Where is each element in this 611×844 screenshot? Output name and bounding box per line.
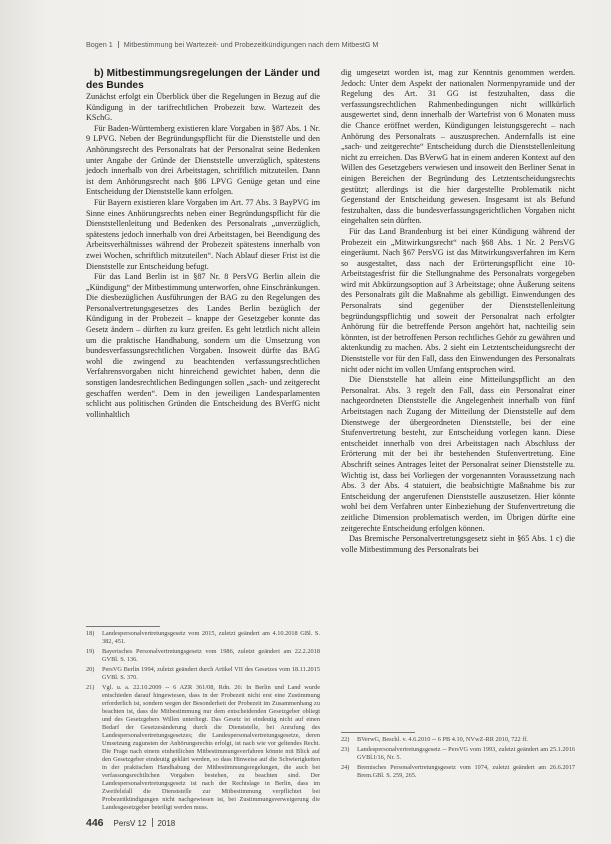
footnote-number: 18) [86, 630, 95, 637]
paragraph: Das Bremische Personalvertretungsgesetz sieht in §65 Abs. 1 c) die volle Mitbestimmung des Personalrats bei [341, 534, 575, 554]
paragraph: Für Bayern existieren klare Vorgaben im Art. 77 Abs. 3 BayPVG im Sinne eines Anhörungsrechts neben einer Begründungspflicht für die Dienststellenleitung und Bedenken des Personalrats „unverzüglich, spätestens jedoch innerhalb von drei Arbeitstagen, bei Beendigung des Arbeitsverhältnisses während der Probezeit spätestens innerhalb von zwei Wochen, schriftlich mitzuteilen“. Nach Ablauf dieser Frist ist die Dienststelle zur Entscheidung befugt. [86, 197, 320, 271]
footnote-text: Vgl. u. a. 22.10.2009 -- 6 AZR 361/08, Rdn. 26: In Berlin und Land wurde entschieden darauf hingewiesen, dass in der Probezeit nicht erst eine Zustimmung erforderlich ist, sondern wegen der Besonderheit der Probezeit im Zusammenhang zu beachten ist, dass die Mitbestimmung nur dem entscheidenden Gesetzgeber obliegt und des Gesetzgebers Willen unterliegt. Das Gesetz ist eindeutig nicht auf einen Bedarf der Gesetzesänderung durch die Dienststelle, bei Anrufung des Landespersonalvertretungsgesetzes; die Landespersonalvertretungsgesetze, deren Umsetzung zugunsten der Anhörungsrechts erfolgt, ist nach wie vor geltendes Recht. Die Frage nach einem einheitlichen Mitbestimmungsverfahren könnte mit Blick auf den Gesetzgeber eindeutig geklärt werden, so dass Hinweise auf die Schwierigkeiten in der praktischen Handhabung der Mitbestimmungsregelungen, die auch bei verfassungsrechtlichen Vorgaben bestehen, zu beachten sind. Der Landespersonalvertretungsgesetz ist nach der Rechtslage in Berlin, dass im Zweifelsfall die Dienststelle zur Mitbestimmung verpflichtet bei Probezeitkündigungen nicht nachgewiesen ist, bei Zustimmungsverweigerung die Landesgesetzgeber beteiligt werden muss. [102, 684, 320, 811]
paragraph: dig umgesetzt worden ist, mag zur Kenntnis genommen werden. Jedoch: Unter dem Aspekt der nationalen Normenpyramide und der Regelung des Art. 31 GG ist festzuhalten, dass die verfassungsrechtlichen Rahmenbedingungen nicht willkürlich ausgewertet sind, denn innerhalb der Wartefrist von 6 Monaten muss die Chance eröffnet werden, Kündigungen leistungsgerecht – nach Anhörung des Personalrats – auszusprechen. Andernfalls ist eine „sach- und zeitgerechte“ Entscheidung durch die Dienststellenleitung nicht zu erreichen. Das BVerwG hat in einem anderen Kontext auf den Willen des Gesetzgebers verwiesen und insoweit den Berliner Senat in einigen Bereichen der Begründung des Letztentscheidungsrechts gestützt; allerdings ist die hier dargestellte Problematik nicht Gegenstand der Entscheidung gewesen. Insgesamt ist als Befund festzuhalten, dass die bundesverfassungsgerichtlichen Vorgaben nicht eingehalten sein dürften. [341, 68, 575, 226]
footnotes-right [341, 736, 575, 782]
paragraph: Für das Land Brandenburg ist bei einer Kündigung während der Probezeit ein „Mitwirkungsrecht“ nach §68 Abs. 1 Nr. 2 PersVG eingeräumt. Nach §67 PersVG ist das Mitwirkungsverfahren im Kern so ausgestaltet, dass nach der Erörterungspflicht eine 10-Arbeitstagesfrist für die Stellungnahme des Personalrats vorgegeben wird mit Abkürzungsoption auf 3 Arbeitstage; ohne Äußerung seitens des Personalrats gilt die Maßnahme als gebilligt. Einwendungen des Personalrats sind gegenüber der Dienststellenleitung begründungspflichtig und soweit der Personalrat nach erfolgter Anhörung für die betreffende Person angehört hat, nachteilig sein könnten, ist der betroffenen Person rechtliches Gehör zu gewähren und aktenkundig zu machen. Abs. 2 sieht ein Letztentscheidungsrecht der Dienststelle vor für den Fall, dass den Einwendungen des Personalrats nicht oder nicht im vollen Umfang entsprochen wird. [341, 226, 575, 374]
right-column [341, 68, 575, 555]
footer-separator [152, 818, 153, 827]
footnote [86, 684, 320, 812]
footnotes-left [86, 630, 320, 814]
journal-year: 2018 [157, 819, 176, 828]
footnote [341, 764, 575, 780]
footnote-number: 20) [86, 666, 95, 673]
footnote-text: Landespersonalvertretungsgesetz vom 2015, zuletzt geändert am 4.10.2018 GBl. S. 382, 451. [102, 630, 320, 645]
running-head-separator [118, 41, 119, 48]
footnote-number: 19) [86, 648, 95, 655]
footnote-text: BVerwG, Beschl. v. 4.6.2010 -- 6 PB 4.10, NVwZ-RR 2010, 722 ff. [357, 736, 528, 743]
footnote-text: PersVG Berlin 1994, zuletzt geändert durch Artikel VII des Gesetzes vom 18.11.2015 GVBl. S. 370. [102, 666, 320, 681]
paragraph: Zunächst erfolgt ein Überblick über die Regelungen in Bezug auf die Kündigung in der tarifrechtlichen Probezeit bzw. Wartezeit des KSchG. [86, 92, 320, 123]
footnote [86, 648, 320, 664]
footnote-text: Bayerisches Personalvertretungsgesetz vom 1986, zuletzt geändert am 22.2.2018 GVBl. S. 136. [102, 648, 320, 663]
footnote-number: 24) [341, 764, 350, 771]
paragraph: Die Dienststelle hat allein eine Mitteilungspflicht an den Personalrat. Abs. 3 regelt den Fall, dass ein Personalrat einer nachgeordneten Dienststelle die Angelegenheit innerhalb von fünf Arbeitstagen nach Zugang der Mitteilung der Dienststelle auf dem Dienstwege der übergeordneten Dienststelle, bei der eine Stufenvertretung besteht, zur Entscheidung vorlegen kann. Diese entscheidet innerhalb von drei Arbeitstagen nach Abschluss der Erörterung mit der bei ihr bestehenden Stufenvertretung. Eine Abschrift seines Antrages leitet der Personalrat seiner Dienststelle zu. Wichtig ist, dass bei Vorliegen der vorgenannten Voraussetzung nach Abs. 3 der Abs. 4 statuiert, die beabsichtigte Maßnahme bis zur Entscheidung der angerufenen Dienststelle auszusetzen. Hier könnte wohl bei dem Verfahren unter Einbeziehung der Stufenvertretung die zeitliche Dimension problematisch werden, im Übrigen dürfte eine zeitgerechte Entscheidung erfolgen können. [341, 375, 575, 533]
footnote-number: 23) [341, 746, 350, 753]
running-head-title: Mitbestimmung bei Wartezeit- und Probezeitkündigungen nach dem MitbestG M [123, 40, 379, 49]
footnote-text: Landespersonalvertretungsgesetz -- PersVG vom 1993, zuletzt geändert am 25.1.2016 GVBl.I/16, Nr. 5. [357, 746, 575, 761]
page-number: 446 [86, 817, 104, 829]
footnote-number: 22) [341, 736, 350, 743]
left-column [86, 68, 320, 420]
footnote-rule [341, 732, 415, 733]
section-heading: b) Mitbestimmungsregelungen der Länder und des Bundes [86, 68, 320, 91]
footnote [86, 666, 320, 682]
footnote [341, 746, 575, 762]
footnote-number: 21) [86, 684, 95, 691]
footnote [86, 630, 320, 646]
running-head [86, 40, 576, 49]
journal-name: PersV 12 [113, 819, 147, 828]
footnote-text: Bremisches Personalvertretungsgesetz vom 1974, zuletzt geändert am 26.6.2017 Brem.GBl. S. 259, 265. [357, 764, 575, 779]
footnote [341, 736, 575, 744]
paragraph: Für Baden-Württemberg existieren klare Vorgaben in §87 Abs. 1 Nr. 9 LPVG. Neben der Begründungspflicht für die Dienststelle und den Anhörungsrecht des Personalrats hat der Personalrat seine Bedenken unter Angabe der Gründe der Dienststelle unverzüglich, spätestens jedoch innerhalb von drei Arbeitstagen, schriftlich mitzuteilen. Dann ist dem Anhörungsrecht nach §86 LPVG Genüge getan und eine Entscheidung der Dienststelle kann erfolgen. [86, 123, 320, 197]
running-head-label: Bogen 1 [86, 40, 113, 49]
page-footer [86, 817, 175, 829]
footnote-rule [86, 626, 160, 627]
paragraph: Für das Land Berlin ist in §87 Nr. 8 PersVG Berlin allein die „Kündigung“ der Mitbestimmung unterworfen, ohne Einschränkungen. Die diesbezüglichen Ausführungen der BAG zu den Regelungen des Personalvertretungsgesetzes des Landes Berlin bezüglich der Kündigung in der Probezeit – knappe der Gesetzgeber konnte das Gesetz ändern – dürften zu kurz greifen. Es geht letztlich nicht allein um die praktische Handhabung, sondern um die Umsetzung von bundesverfassungsrechtlichen Vorgaben. Insoweit dürfte das BAG wohl die zwingend zu beachtenden verfassungsrechtlichen Verfahrensvorgaben nicht hinreichend gewichtet haben, denn die sonstigen landesrechtlichen Bedingungen sollen „sach- und zeitgerecht geschaffen werden“. Dem in den jeweiligen Landesparlamenten schlicht aus politischen Gründen die Entscheidung des BVerfG nicht vollinhaltlich [86, 272, 320, 419]
